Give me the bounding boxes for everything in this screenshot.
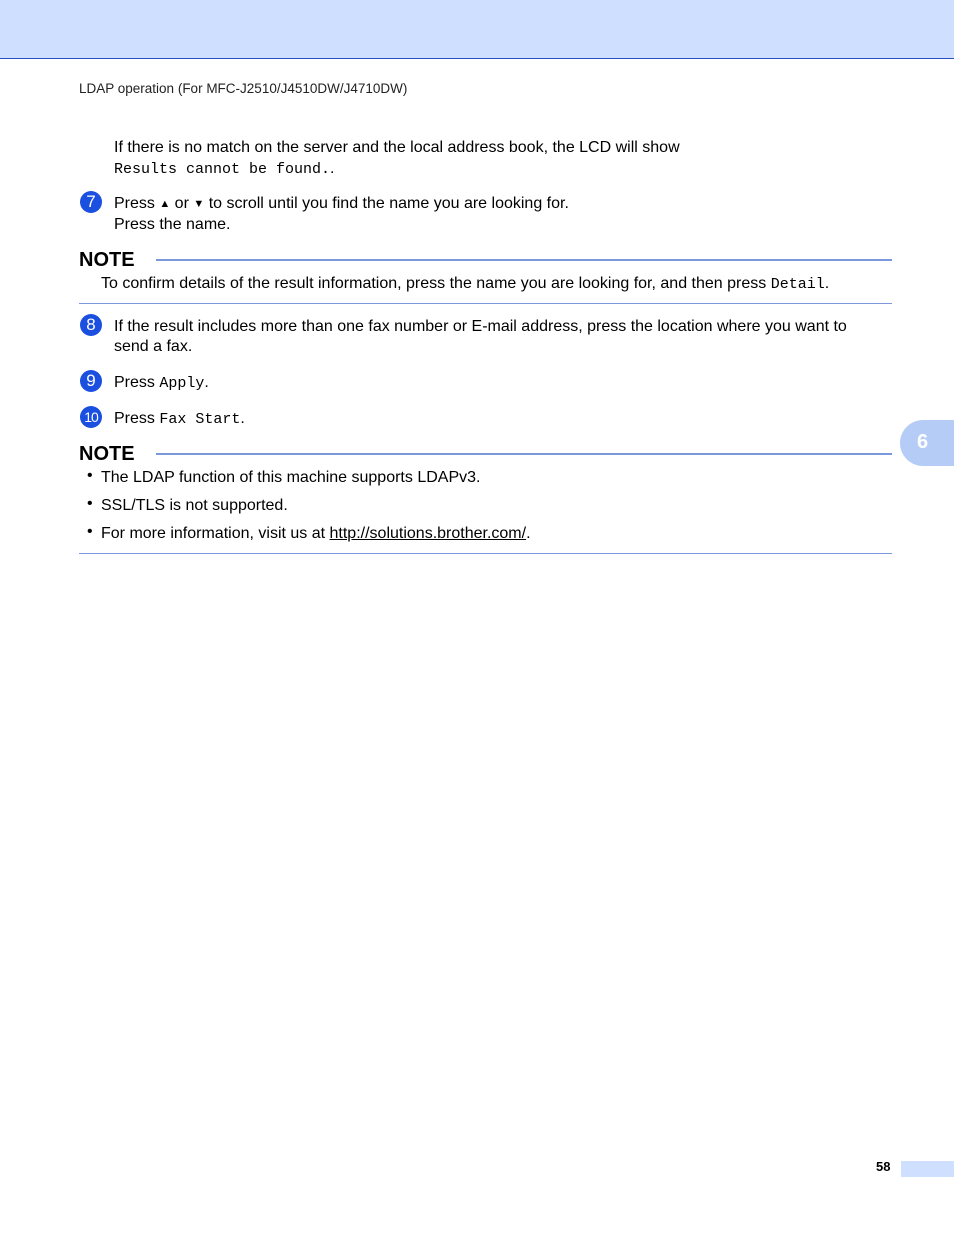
note-2-item-3-pre: For more information, visit us at (101, 525, 330, 542)
step-9-post: . (204, 374, 209, 391)
bullet-icon: • (87, 523, 93, 540)
step-7-line2: Press the name. (114, 216, 231, 233)
step-9-number: 9 (80, 370, 102, 392)
apply-key: Apply (159, 375, 205, 392)
note-2-rule (156, 453, 892, 455)
chapter-tab: 6 (900, 420, 954, 466)
step-8-line2: send a fax. (114, 338, 193, 355)
step-8-number: 8 (80, 314, 102, 336)
lcd-message: Results cannot be found. (114, 161, 331, 178)
step-8-line1: If the result includes more than one fax number or E-mail address, press the location where you want to (114, 318, 847, 335)
note-2-end-rule (79, 553, 892, 554)
down-arrow-icon: ▼ (193, 198, 205, 210)
up-arrow-icon: ▲ (159, 198, 171, 210)
fax-start-key: Fax Start (159, 411, 241, 428)
page-number-bar (901, 1161, 954, 1177)
note-1-end-rule (79, 303, 892, 304)
page-number: 58 (876, 1159, 891, 1174)
step-9-text (114, 372, 209, 394)
step-9-pre: Press (114, 374, 160, 391)
intro-text: If there is no match on the server and the local address book, the LCD will show (114, 139, 680, 156)
step-7-mid: or (170, 195, 194, 212)
step-10-post: . (240, 410, 245, 427)
step-7-number: 7 (80, 191, 102, 213)
note-1-heading: NOTE (79, 249, 135, 271)
brother-solutions-link[interactable]: http://solutions.brother.com/ (329, 525, 527, 542)
detail-key: Detail (770, 276, 825, 293)
note-2-heading: NOTE (79, 443, 135, 465)
step-10-pre: Press (114, 410, 160, 427)
step-7-pre: Press (114, 195, 160, 212)
note-2-item-2: SSL/TLS is not supported. (101, 497, 288, 514)
bullet-icon: • (87, 495, 93, 512)
note-2-item-1: The LDAP function of this machine supports LDAPv3. (101, 469, 481, 486)
step-7-text (114, 193, 569, 215)
step-7-post: to scroll until you find the name you are looking for. (204, 195, 569, 212)
note-2-item-3-post: . (526, 525, 531, 542)
bullet-icon: • (87, 467, 93, 484)
lcd-suffix: . (330, 160, 335, 177)
intro-lcd-line (114, 158, 335, 180)
note-1-post: . (824, 275, 830, 292)
running-title: LDAP operation (For MFC-J2510/J4510DW/J4710DW) (79, 81, 408, 96)
note-1-text (101, 273, 829, 295)
note-1-body: To confirm details of the result information, press the name you are looking for, and then press (101, 275, 771, 292)
note-1-rule (156, 259, 892, 261)
step-10-text (114, 408, 245, 430)
note-2-item-3 (101, 523, 531, 544)
step-10-number: 10 (80, 406, 102, 428)
header-band (0, 0, 954, 59)
